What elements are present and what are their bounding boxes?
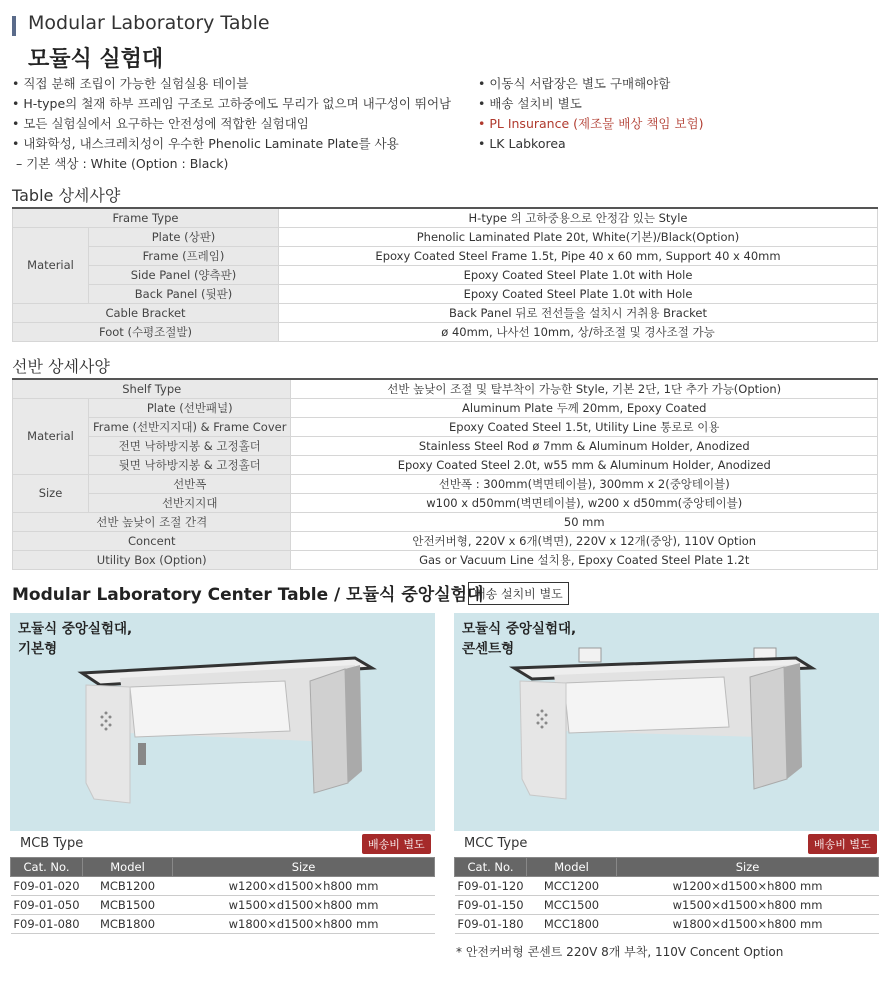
feature-item: • 내화학성, 내스크레치성이 우수한 Phenolic Laminate Plate를 사용: [12, 136, 399, 151]
table-row: F09-01-120 MCC1200 w1200×d1500×h800 mm: [455, 877, 879, 896]
table-row: F09-01-050 MCB1500 w1500×d1500×h800 mm: [11, 896, 435, 915]
column-header: Cat. No.: [11, 858, 83, 877]
spec-label: 뒷면 낙하방지봉 & 고정홀더: [89, 455, 291, 474]
spec-value: Phenolic Laminated Plate 20t, White(기본)/Black(Option): [279, 227, 878, 246]
center-table-title: Modular Laboratory Center Table / 모듈식 중앙실험대: [12, 585, 484, 605]
feature-item: • 직접 분해 조립이 가능한 실험실용 테이블: [12, 76, 249, 91]
spec-label: 선반지지대: [89, 493, 291, 512]
column-header: Model: [83, 858, 173, 877]
spec-value: 안전커버형, 220V x 6개(벽면), 220V x 12개(중앙), 110V Option: [291, 531, 878, 550]
spec-value: Back Panel 뒤로 전선들을 설치시 거취용 Bracket: [279, 303, 878, 322]
spec-value: Epoxy Coated Steel 2.0t, w55 mm & Aluminum Holder, Anodized: [291, 455, 878, 474]
feature-item: • H-type의 철재 하부 프레임 구조로 고하중에도 무리가 없으며 내구성이 뛰어남: [12, 96, 452, 111]
spec-label: Frame (프레임): [89, 246, 279, 265]
shelf-spec-title: 선반 상세사양: [12, 357, 110, 376]
feature-item: • 이동식 서랍장은 별도 구매해야함: [478, 76, 671, 91]
table-row: F09-01-020 MCB1200 w1200×d1500×h800 mm: [11, 877, 435, 896]
spec-value: 선반폭 : 300mm(벽면테이블), 300mm x 2(중앙테이블): [291, 474, 878, 493]
spec-label: Frame Type: [13, 208, 279, 227]
spec-label: Concent: [13, 531, 291, 550]
shelf-spec-table: [12, 378, 878, 570]
spec-group-label: Size: [13, 474, 89, 512]
product-type-label: MCC Type: [464, 836, 528, 851]
shipping-note-box: 배송 설치비 별도: [468, 582, 569, 605]
spec-value: 50 mm: [291, 512, 878, 531]
table-spec-title: Table 상세사양: [12, 186, 121, 205]
feature-item: • 모든 실험실에서 요구하는 안전성에 적합한 실험대임: [12, 116, 309, 131]
spec-value: Epoxy Coated Steel Frame 1.5t, Pipe 40 x 60 mm, Support 40 x 40mm: [279, 246, 878, 265]
lab-table-concent-illustration: [454, 613, 879, 831]
product-image-mcc: [454, 613, 879, 831]
spec-label: Plate (선반패널): [89, 398, 291, 417]
spec-value: H-type 의 고하중용으로 안정감 있는 Style: [279, 208, 878, 227]
feature-list-left: [12, 74, 462, 174]
feature-item: • 배송 설치비 별도: [478, 96, 582, 111]
spec-group-label: Material: [13, 227, 89, 303]
product-name: 모듈식 중앙실험대, 기본형: [18, 621, 133, 657]
spec-label: Side Panel (양측판): [89, 265, 279, 284]
table-spec: [12, 207, 878, 342]
feature-item: • LK Labkorea: [478, 136, 566, 151]
spec-label: Utility Box (Option): [13, 550, 291, 569]
spec-label: Shelf Type: [13, 379, 291, 398]
table-row: F09-01-080 MCB1800 w1800×d1500×h800 mm: [11, 915, 435, 934]
model-table-mcb: [10, 857, 435, 934]
page-title-en: Modular Laboratory Table: [28, 12, 270, 34]
table-row: F09-01-150 MCC1500 w1500×d1500×h800 mm: [455, 896, 879, 915]
feature-item-insurance: • PL Insurance (제조물 배상 책임 보험): [478, 116, 704, 131]
spec-label: Plate (상판): [89, 227, 279, 246]
feature-item: – 기본 색상 : White (Option : Black): [16, 156, 229, 171]
column-header: Model: [527, 858, 617, 877]
spec-value: Aluminum Plate 두께 20mm, Epoxy Coated: [291, 398, 878, 417]
lab-table-illustration: [10, 613, 435, 831]
shipping-badge: 배송비 별도: [808, 834, 877, 854]
column-header: Size: [617, 858, 879, 877]
feature-list-right: [478, 74, 878, 154]
concent-footnote: * 안전커버형 콘센트 220V 8개 부착, 110V Concent Option: [456, 945, 784, 959]
product-type-label: MCB Type: [20, 836, 84, 851]
spec-label: Frame (선반지지대) & Frame Cover: [89, 417, 291, 436]
product-image-mcb: [10, 613, 435, 831]
column-header: Cat. No.: [455, 858, 527, 877]
spec-value: Epoxy Coated Steel Plate 1.0t with Hole: [279, 265, 878, 284]
spec-value: Gas or Vacuum Line 설치용, Epoxy Coated Steel Plate 1.2t: [291, 550, 878, 569]
model-table-mcc: [454, 857, 879, 934]
shipping-badge: 배송비 별도: [362, 834, 431, 854]
spec-label: Foot (수평조절발): [13, 322, 279, 341]
spec-value: Epoxy Coated Steel Plate 1.0t with Hole: [279, 284, 878, 303]
spec-value: Stainless Steel Rod ø 7mm & Aluminum Holder, Anodized: [291, 436, 878, 455]
title-accent-bar: [12, 16, 16, 36]
spec-label: 선반 높낮이 조절 간격: [13, 512, 291, 531]
spec-label: Cable Bracket: [13, 303, 279, 322]
spec-value: Epoxy Coated Steel 1.5t, Utility Line 통로로 이용: [291, 417, 878, 436]
spec-label: 전면 낙하방지봉 & 고정홀더: [89, 436, 291, 455]
table-row: F09-01-180 MCC1800 w1800×d1500×h800 mm: [455, 915, 879, 934]
page-title-ko: 모듈식 실험대: [28, 47, 164, 72]
spec-label: Back Panel (뒷판): [89, 284, 279, 303]
spec-group-label: Material: [13, 398, 89, 474]
spec-label: 선반폭: [89, 474, 291, 493]
spec-value: ø 40mm, 나사선 10mm, 상/하조절 및 경사조절 가능: [279, 322, 878, 341]
product-name: 모듈식 중앙실험대, 콘센트형: [462, 621, 577, 657]
spec-value: 선반 높낮이 조절 및 탈부착이 가능한 Style, 기본 2단, 1단 추가 가능(Option): [291, 379, 878, 398]
column-header: Size: [173, 858, 435, 877]
spec-value: w100 x d50mm(벽면테이블), w200 x d50mm(중앙테이블): [291, 493, 878, 512]
